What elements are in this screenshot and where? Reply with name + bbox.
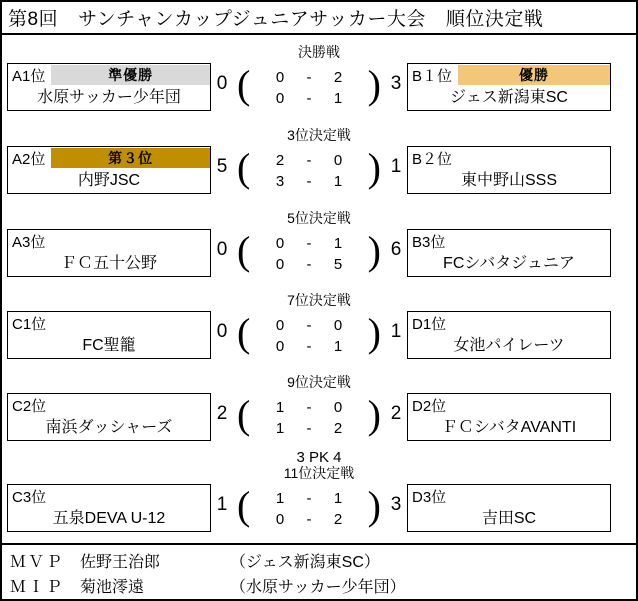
paren-open: ( (237, 62, 251, 107)
team-name: 水原サッカー少年団 (37, 89, 181, 106)
paren-close: ) (367, 228, 381, 273)
round-label: 決勝戦 (298, 44, 340, 60)
score-lines (255, 67, 363, 109)
score-lines (255, 233, 363, 275)
score-a: 1 (275, 420, 285, 437)
team-name: 南浜ダッシャーズ (45, 419, 173, 436)
award-player-name: 菊池澪遠 (80, 578, 145, 596)
team-rank: C3位 (12, 488, 47, 506)
score-panel (211, 391, 407, 443)
score-line (255, 150, 363, 171)
score-b: 1 (333, 173, 343, 190)
total-score-left: 5 (216, 156, 228, 177)
pk-result: 3 PK 4 (296, 449, 342, 466)
total-score-right: 3 (390, 494, 402, 515)
score-line (255, 336, 363, 357)
paren-open: ( (237, 483, 251, 528)
score-a: 0 (275, 235, 285, 252)
team-box-left (7, 393, 211, 441)
team-box-right (407, 484, 611, 532)
score-line (255, 397, 363, 418)
total-score-left: 0 (216, 239, 228, 260)
score-b: 5 (333, 256, 343, 273)
match-row (2, 464, 636, 536)
team-rank: B１位 (412, 67, 453, 85)
score-a: 0 (275, 511, 285, 528)
match-row (2, 291, 636, 363)
paren-open: ( (237, 392, 251, 437)
match-row (2, 43, 636, 115)
paren-close: ) (367, 62, 381, 107)
team-rank: C2位 (12, 397, 47, 415)
score-b: 1 (333, 338, 343, 355)
award-player-club: （ジェス新潟東SC） (230, 553, 380, 571)
score-panel (211, 144, 407, 196)
award-label: ＭＩＰ (10, 578, 65, 596)
score-sep: - (306, 69, 312, 86)
score-line (255, 233, 363, 254)
score-b: 2 (333, 420, 343, 437)
total-score-left: 1 (216, 494, 228, 515)
team-award (452, 395, 610, 415)
score-a: 0 (275, 90, 285, 107)
team-award: 準優勝 (51, 65, 210, 85)
score-a: 0 (275, 256, 285, 273)
score-a: 3 (275, 173, 285, 190)
score-b: 2 (333, 69, 343, 86)
team-box-right (407, 311, 611, 359)
score-line (255, 418, 363, 439)
score-b: 0 (333, 317, 343, 334)
award-player-name: 佐野王治郎 (80, 553, 161, 571)
score-line (255, 315, 363, 336)
total-score-right: 1 (390, 321, 402, 342)
score-b: 0 (333, 152, 343, 169)
team-box-right (407, 63, 611, 111)
total-score-right: 2 (390, 403, 402, 424)
score-b: 1 (333, 90, 343, 107)
team-box-right (407, 229, 611, 277)
score-b: 1 (333, 490, 343, 507)
team-rank: D3位 (412, 488, 447, 506)
round-label: 11位決定戦 (283, 465, 355, 481)
score-sep: - (306, 317, 312, 334)
team-award (51, 231, 210, 251)
score-sep: - (306, 399, 312, 416)
score-line (255, 509, 363, 530)
paren-open: ( (237, 228, 251, 273)
score-sep: - (306, 173, 312, 190)
award-row (2, 547, 636, 573)
individual-awards (2, 543, 636, 599)
paren-close: ) (367, 483, 381, 528)
paren-close: ) (367, 310, 381, 355)
team-name: 五泉DEVA U-12 (52, 510, 166, 527)
round-label: 9位決定戦 (287, 374, 351, 390)
title-edition: 第8回 (8, 9, 59, 30)
award-player-club: （水原サッカー少年団） (230, 578, 406, 596)
score-panel (211, 227, 407, 279)
team-rank: A1位 (12, 67, 46, 85)
score-sep: - (306, 511, 312, 528)
title-stage: 順位決定戦 (445, 9, 544, 30)
score-sep: - (306, 152, 312, 169)
score-sep: - (306, 256, 312, 273)
team-box-left (7, 484, 211, 532)
team-award (452, 486, 610, 506)
score-a: 0 (275, 317, 285, 334)
score-panel (211, 309, 407, 361)
score-panel (211, 482, 407, 534)
score-line (255, 67, 363, 88)
team-box-right (407, 146, 611, 194)
team-box-left (7, 146, 211, 194)
score-sep: - (306, 490, 312, 507)
paren-open: ( (237, 310, 251, 355)
team-name: ジェス新潟東SC (450, 89, 568, 106)
award-label: ＭＶＰ (10, 553, 65, 571)
team-name: ＦＣ五十公野 (60, 255, 157, 272)
score-a: 1 (275, 490, 285, 507)
round-label: 7位決定戦 (287, 292, 351, 308)
team-rank: D1位 (412, 315, 447, 333)
paren-open: ( (237, 145, 251, 190)
round-label: 3位決定戦 (287, 127, 351, 143)
team-award (451, 231, 610, 251)
score-sep: - (306, 235, 312, 252)
score-a: 0 (275, 69, 285, 86)
score-a: 1 (275, 399, 285, 416)
score-a: 2 (275, 152, 285, 169)
score-sep: - (306, 90, 312, 107)
team-rank: B２位 (412, 150, 453, 168)
team-award (452, 313, 610, 333)
team-name: FC聖籠 (82, 337, 136, 354)
paren-close: ) (367, 392, 381, 437)
team-box-left (7, 63, 211, 111)
team-name: 東中野山SSS (460, 172, 558, 189)
title-tournament: サンチャンカップジュニアサッカー大会 (78, 9, 426, 30)
score-b: 1 (333, 235, 343, 252)
score-b: 0 (333, 399, 343, 416)
team-box-left (7, 229, 211, 277)
team-box-right (407, 393, 611, 441)
score-line (255, 254, 363, 275)
match-row (2, 373, 636, 466)
team-rank: B3位 (412, 233, 446, 251)
team-box-left (7, 311, 211, 359)
team-name: FCシバタジュニア (443, 255, 575, 272)
score-b: 2 (333, 511, 343, 528)
score-lines (255, 488, 363, 530)
score-sep: - (306, 338, 312, 355)
total-score-left: 0 (216, 73, 228, 94)
round-label: 5位決定戦 (287, 210, 351, 226)
team-name: 女池パイレーツ (453, 337, 565, 354)
total-score-left: 0 (216, 321, 228, 342)
team-award (52, 395, 210, 415)
match-row (2, 126, 636, 198)
score-line (255, 171, 363, 192)
score-lines (255, 315, 363, 357)
score-line (255, 88, 363, 109)
team-award (52, 486, 210, 506)
team-rank: C1位 (12, 315, 47, 333)
score-lines (255, 397, 363, 439)
team-award: 優勝 (458, 65, 610, 85)
score-lines (255, 150, 363, 192)
team-rank: A3位 (12, 233, 46, 251)
score-panel (211, 61, 407, 113)
total-score-right: 1 (390, 156, 402, 177)
match-row (2, 209, 636, 281)
team-award (52, 313, 210, 333)
score-a: 0 (275, 338, 285, 355)
total-score-left: 2 (216, 403, 228, 424)
team-award: 第３位 (51, 148, 210, 168)
score-sep: - (306, 420, 312, 437)
total-score-right: 6 (390, 239, 402, 260)
total-score-right: 3 (390, 73, 402, 94)
team-award (458, 148, 610, 168)
team-name: 内野JSC (77, 172, 141, 189)
paren-close: ) (367, 145, 381, 190)
team-name: 吉田SC (481, 510, 537, 527)
page-title (2, 2, 636, 35)
team-rank: D2位 (412, 397, 447, 415)
team-name: ＦＣシバタAVANTI (441, 419, 577, 436)
score-line (255, 488, 363, 509)
team-rank: A2位 (12, 150, 46, 168)
award-row (2, 572, 636, 598)
